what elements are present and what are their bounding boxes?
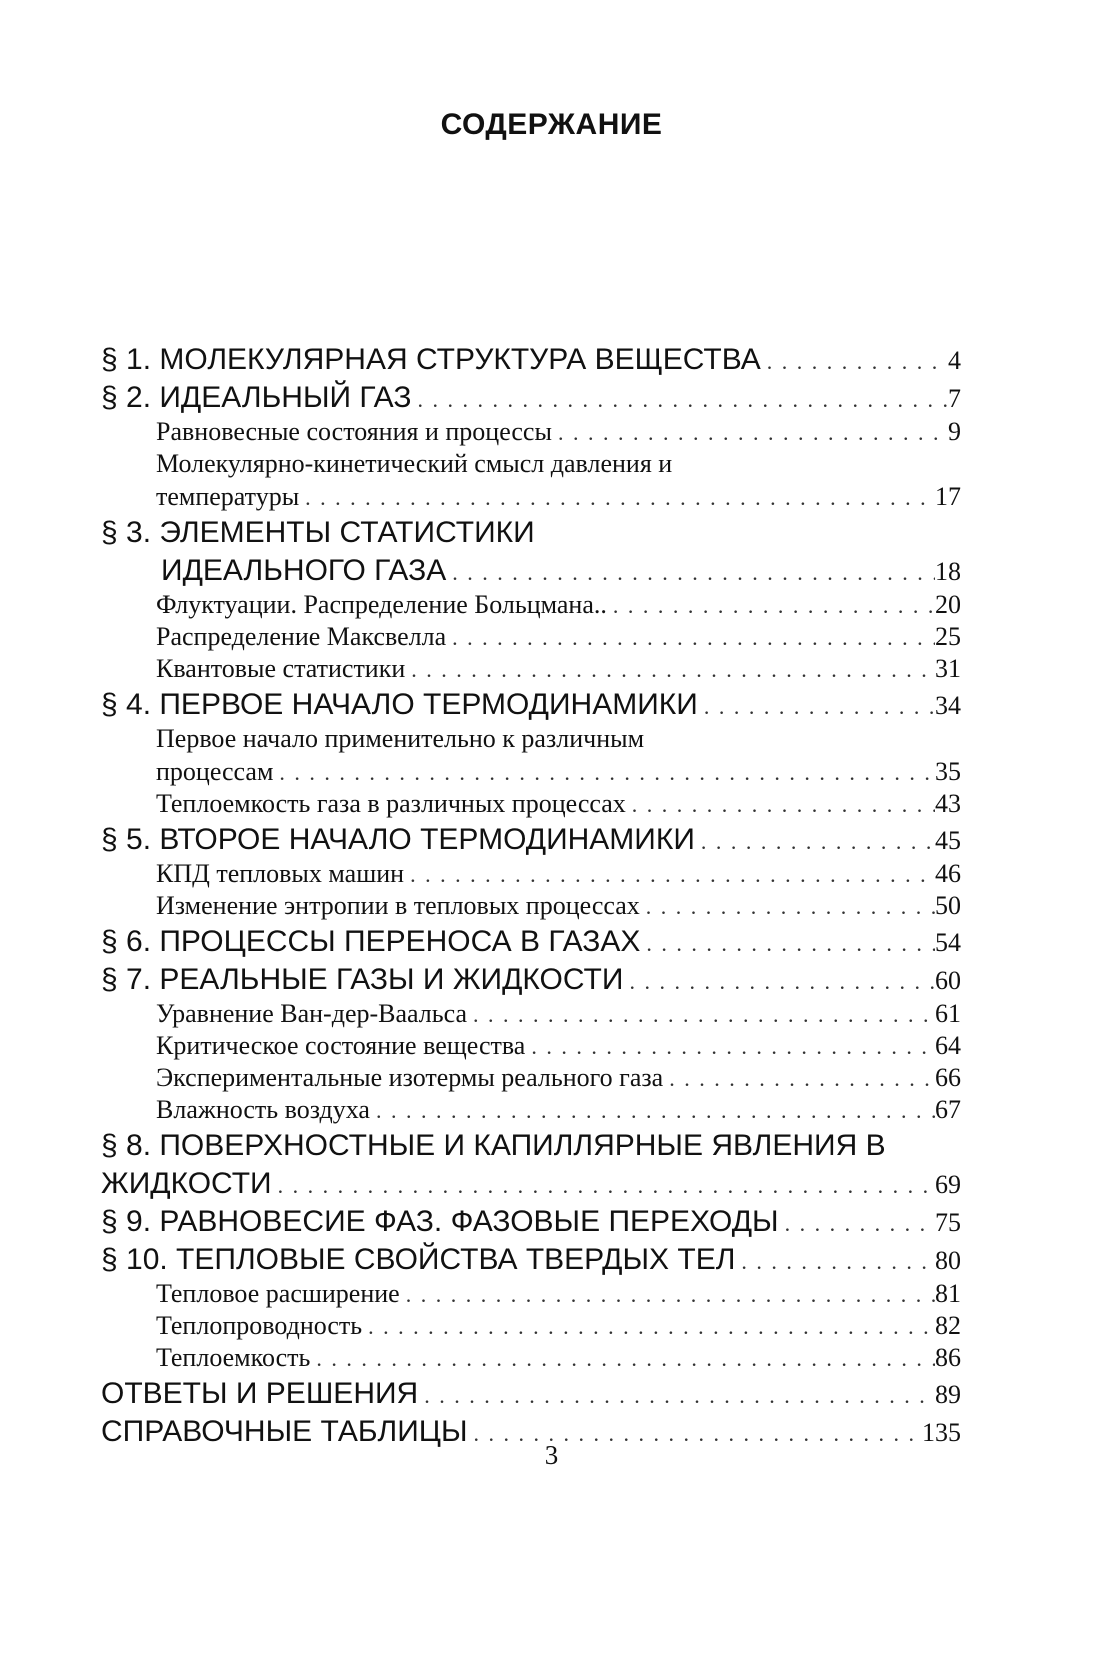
toc-entry-label: § 6. ПРОЦЕССЫ ПЕРЕНОСА В ГАЗАХ [101, 925, 641, 958]
toc-dot-leader [411, 378, 948, 420]
toc-entry [101, 589, 961, 621]
toc-entry [101, 922, 961, 960]
toc-entry [101, 621, 961, 653]
toc-entry-label: Теплоемкость [156, 1343, 311, 1372]
toc-entry-page: 69 [935, 1170, 961, 1199]
toc-entry [101, 858, 961, 890]
toc-entry [101, 1126, 961, 1164]
toc-entry-label: § 4. ПЕРВОЕ НАЧАЛО ТЕРМОДИНАМИКИ [101, 688, 698, 721]
toc-entry-page: 17 [935, 482, 961, 511]
toc-dot-leader [640, 890, 935, 923]
toc-entry [101, 1310, 961, 1342]
toc-entry-page: 9 [948, 417, 961, 446]
toc-entry-page: 64 [935, 1031, 961, 1060]
toc-dot-leader [552, 416, 948, 449]
toc-entry-page: 80 [935, 1246, 961, 1275]
toc-entry-label: Изменение энтропии в тепловых процессах [156, 891, 640, 920]
toc-entry-page: 43 [935, 789, 961, 818]
toc-entry [101, 820, 961, 858]
toc-entry [101, 378, 961, 416]
toc-entry [101, 1278, 961, 1310]
toc-entry-label: Теплоемкость газа в различных процессах [156, 789, 626, 818]
toc-entry [101, 1164, 961, 1202]
toc-entry-label: Экспериментальные изотермы реального газа [156, 1063, 664, 1092]
toc-dot-leader [607, 589, 935, 622]
toc-entry [101, 416, 961, 448]
toc-entry-label: ЖИДКОСТИ [101, 1167, 272, 1200]
toc-entry [101, 756, 961, 788]
toc-entry-page: 67 [935, 1095, 961, 1124]
toc-entry [101, 1202, 961, 1240]
table-of-contents [101, 340, 961, 1450]
toc-entry-page: 61 [935, 999, 961, 1028]
toc-entry-label: Флуктуации. Распределение Больцмана.. [156, 590, 607, 619]
toc-dot-leader [761, 340, 948, 382]
toc-dot-leader [698, 685, 935, 727]
toc-entry-page: 66 [935, 1063, 961, 1092]
toc-dot-leader [623, 960, 935, 1002]
toc-entry-page: 50 [935, 891, 961, 920]
toc-dot-leader [695, 820, 935, 862]
toc-entry-label: Равновесные состояния и процессы [156, 417, 552, 446]
toc-dot-leader [272, 1164, 935, 1206]
toc-entry-page: 45 [935, 826, 961, 855]
toc-entry-page: 46 [935, 859, 961, 888]
toc-entry [101, 1094, 961, 1126]
toc-dot-leader [400, 1278, 935, 1311]
toc-entry-page: 89 [935, 1380, 961, 1409]
toc-entry [101, 890, 961, 922]
toc-dot-leader [404, 858, 935, 891]
toc-dot-leader [446, 551, 935, 593]
toc-entry-page: 54 [935, 928, 961, 957]
toc-entry-label: Уравнение Ван-дер-Ваальса [156, 999, 468, 1028]
toc-entry-label: температуры [156, 482, 300, 511]
toc-entry [101, 1062, 961, 1094]
toc-entry-page: 7 [948, 384, 961, 413]
toc-entry-label: § 7. РЕАЛЬНЫЕ ГАЗЫ И ЖИДКОСТИ [101, 963, 624, 996]
toc-entry [101, 551, 961, 589]
toc-dot-leader [370, 1094, 935, 1127]
page-number: 3 [544, 1440, 559, 1470]
toc-entry-label: Молекулярно-кинетический смысл давления и [156, 449, 673, 478]
toc-entry-label: § 2. ИДЕАЛЬНЫЙ ГАЗ [101, 381, 412, 414]
toc-entry [101, 960, 961, 998]
toc-entry [101, 1240, 961, 1278]
toc-dot-leader [362, 1310, 935, 1343]
toc-dot-leader [663, 1062, 935, 1095]
toc-entry-label: Квантовые статистики [156, 654, 406, 683]
toc-entry [101, 653, 961, 685]
toc-dot-leader [779, 1202, 935, 1244]
toc-dot-leader [735, 1240, 935, 1282]
toc-entry [101, 788, 961, 820]
toc-entry-label: § 9. РАВНОВЕСИЕ ФАЗ. ФАЗОВЫЕ ПЕРЕХОДЫ [101, 1205, 779, 1238]
toc-entry-page: 75 [935, 1208, 961, 1237]
toc-entry [101, 998, 961, 1030]
toc-dot-leader [525, 1030, 935, 1063]
toc-entry-label: Теплопроводность [156, 1311, 363, 1340]
toc-entry [101, 340, 961, 378]
toc-entry-page: 81 [935, 1279, 961, 1308]
toc-dot-leader [626, 788, 935, 821]
toc-entry [101, 1030, 961, 1062]
toc-entry [101, 1342, 961, 1374]
toc-entry-page: 4 [948, 346, 961, 375]
toc-entry-label: Первое начало применительно к различным [156, 724, 645, 753]
toc-dot-leader [446, 621, 935, 654]
toc-entry-label: ОТВЕТЫ И РЕШЕНИЯ [101, 1377, 419, 1410]
toc-entry-label: Распределение Максвелла [156, 622, 447, 651]
toc-entry-page: 18 [935, 557, 961, 586]
toc-entry-page: 60 [935, 966, 961, 995]
toc-dot-leader [310, 1342, 935, 1375]
toc-dot-leader [299, 481, 935, 514]
toc-entry-label: § 5. ВТОРОЕ НАЧАЛО ТЕРМОДИНАМИКИ [101, 823, 695, 856]
toc-entry-label: Влажность воздуха [156, 1095, 370, 1124]
toc-dot-leader [640, 922, 935, 964]
toc-entry-page: 34 [935, 691, 961, 720]
toc-entry-label: КПД тепловых машин [156, 859, 405, 888]
toc-entry-page: 135 [922, 1418, 961, 1447]
toc-entry-page: 31 [935, 654, 961, 683]
toc-entry-label: ИДЕАЛЬНОГО ГАЗА [161, 554, 447, 587]
toc-entry-label: процессам [156, 757, 274, 786]
toc-dot-leader [273, 756, 935, 789]
toc-entry [101, 513, 961, 551]
toc-entry-label: СПРАВОЧНЫЕ ТАБЛИЦЫ [101, 1415, 468, 1448]
toc-entry-label: § 8. ПОВЕРХНОСТНЫЕ И КАПИЛЛЯРНЫЕ ЯВЛЕНИЯ В [101, 1129, 886, 1162]
toc-entry-label: § 1. МОЛЕКУЛЯРНАЯ СТРУКТУРА ВЕЩЕСТВА [101, 343, 761, 376]
toc-entry-page: 35 [935, 757, 961, 786]
toc-entry-page: 82 [935, 1311, 961, 1340]
toc-entry-page: 20 [935, 590, 961, 619]
toc-entry-label: § 10. ТЕПЛОВЫЕ СВОЙСТВА ТВЕРДЫХ ТЕЛ [101, 1243, 736, 1276]
toc-entry [101, 685, 961, 723]
toc-entry [101, 481, 961, 513]
toc-entry-label: Тепловое расширение [156, 1279, 400, 1308]
toc-entry [101, 723, 961, 756]
toc-entry [101, 448, 961, 481]
toc-entry-label: § 3. ЭЛЕМЕНТЫ СТАТИСТИКИ [101, 516, 535, 549]
toc-dot-leader [467, 998, 935, 1031]
toc-dot-leader [418, 1374, 935, 1416]
toc-entry-page: 86 [935, 1343, 961, 1372]
page-title: СОДЕРЖАНИЕ [440, 108, 663, 141]
toc-entry-page: 25 [935, 622, 961, 651]
toc-dot-leader [405, 653, 935, 686]
toc-entry [101, 1374, 961, 1412]
toc-entry-label: Критическое состояние вещества [156, 1031, 526, 1060]
